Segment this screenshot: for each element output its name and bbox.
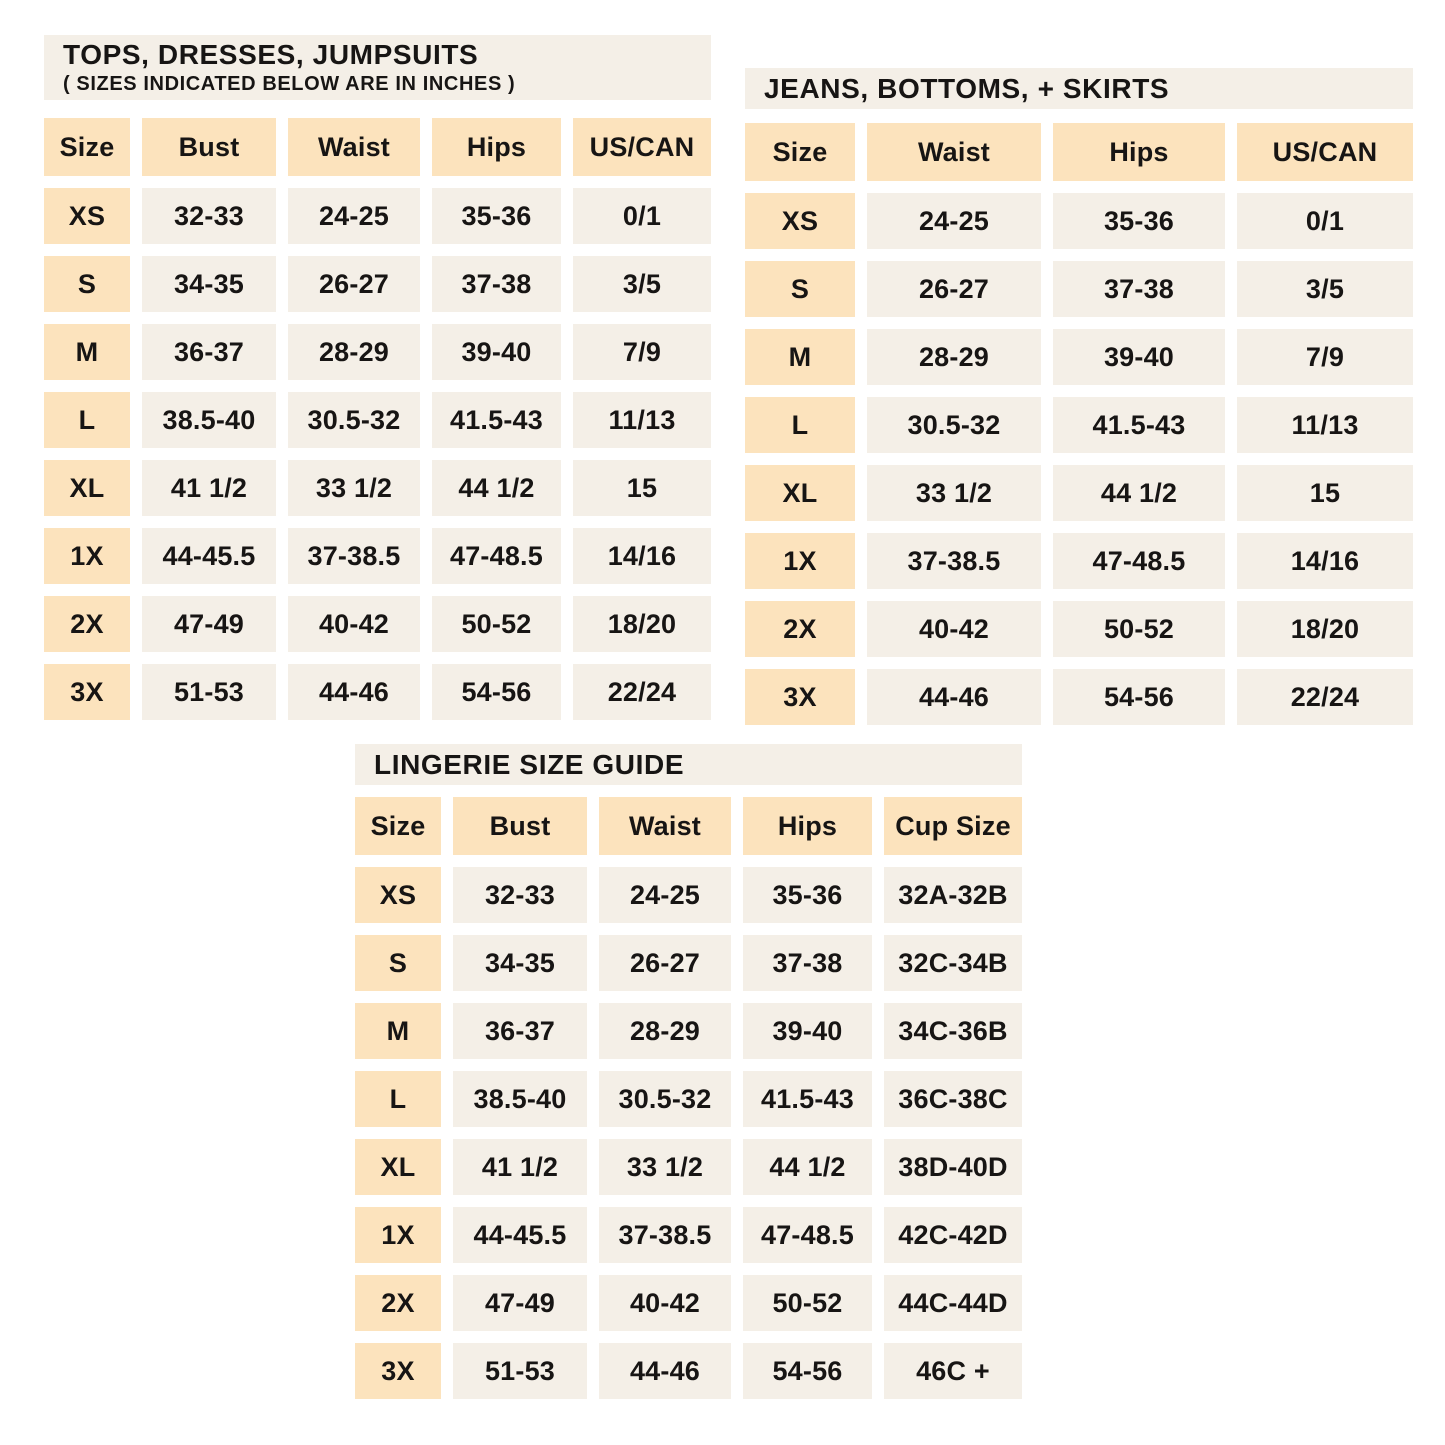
data-cell: 32-33 (453, 867, 587, 923)
data-cell: 41.5-43 (1053, 397, 1225, 453)
size-cell: 3X (355, 1343, 441, 1399)
column-header: Waist (599, 797, 731, 855)
column-header: Hips (1053, 123, 1225, 181)
data-cell: 15 (573, 460, 711, 516)
size-cell: 2X (355, 1275, 441, 1331)
size-cell: M (745, 329, 855, 385)
data-cell: 26-27 (288, 256, 420, 312)
data-cell: 36-37 (142, 324, 276, 380)
data-cell: 22/24 (1237, 669, 1413, 725)
lingerie-title-bar (355, 744, 1022, 785)
data-cell: 28-29 (599, 1003, 731, 1059)
size-cell: L (44, 392, 130, 448)
data-cell: 24-25 (867, 193, 1041, 249)
data-cell: 22/24 (573, 664, 711, 720)
data-cell: 41.5-43 (432, 392, 561, 448)
data-cell: 35-36 (743, 867, 872, 923)
data-cell: 38.5-40 (453, 1071, 587, 1127)
size-cell: XS (44, 188, 130, 244)
data-cell: 28-29 (288, 324, 420, 380)
size-cell: S (355, 935, 441, 991)
size-cell: L (745, 397, 855, 453)
data-cell: 47-48.5 (743, 1207, 872, 1263)
data-cell: 30.5-32 (867, 397, 1041, 453)
size-cell: M (44, 324, 130, 380)
data-cell: 37-38.5 (867, 533, 1041, 589)
size-cell: 1X (44, 528, 130, 584)
data-cell: 41 1/2 (453, 1139, 587, 1195)
data-cell: 41 1/2 (142, 460, 276, 516)
data-cell: 26-27 (599, 935, 731, 991)
data-cell: 38D-40D (884, 1139, 1022, 1195)
column-header: Size (44, 118, 130, 176)
jeans-title-bar (745, 68, 1413, 109)
data-cell: 44-46 (867, 669, 1041, 725)
tops-title-bar (44, 35, 711, 100)
data-cell: 36-37 (453, 1003, 587, 1059)
data-cell: 44-46 (288, 664, 420, 720)
jeans-table-title: JEANS, BOTTOMS, + SKIRTS (764, 73, 1170, 104)
data-cell: 37-38 (1053, 261, 1225, 317)
data-cell: 33 1/2 (599, 1139, 731, 1195)
data-cell: 44 1/2 (1053, 465, 1225, 521)
size-cell: S (44, 256, 130, 312)
size-chart-jeans-bottoms-skirts (745, 68, 1413, 725)
column-header: Cup Size (884, 797, 1022, 855)
data-cell: 40-42 (288, 596, 420, 652)
data-cell: 0/1 (1237, 193, 1413, 249)
data-cell: 34C-36B (884, 1003, 1022, 1059)
data-cell: 39-40 (743, 1003, 872, 1059)
data-cell: 7/9 (573, 324, 711, 380)
data-cell: 54-56 (432, 664, 561, 720)
size-cell: 3X (745, 669, 855, 725)
size-cell: 2X (745, 601, 855, 657)
data-cell: 14/16 (1237, 533, 1413, 589)
data-cell: 54-56 (1053, 669, 1225, 725)
size-cell: 3X (44, 664, 130, 720)
data-cell: 18/20 (573, 596, 711, 652)
data-cell: 47-49 (142, 596, 276, 652)
data-cell: 50-52 (432, 596, 561, 652)
size-cell: S (745, 261, 855, 317)
data-cell: 33 1/2 (288, 460, 420, 516)
column-header: Bust (453, 797, 587, 855)
lingerie-table-title: LINGERIE SIZE GUIDE (374, 749, 685, 780)
tops-table-subtitle: ( SIZES INDICATED BELOW ARE IN INCHES ) (63, 73, 516, 95)
data-cell: 24-25 (288, 188, 420, 244)
data-cell: 36C-38C (884, 1071, 1022, 1127)
data-cell: 41.5-43 (743, 1071, 872, 1127)
tops-table-title: TOPS, DRESSES, JUMPSUITS (63, 39, 479, 70)
data-cell: 34-35 (142, 256, 276, 312)
data-cell: 54-56 (743, 1343, 872, 1399)
size-cell: M (355, 1003, 441, 1059)
column-header: Hips (432, 118, 561, 176)
size-cell: XL (355, 1139, 441, 1195)
data-cell: 50-52 (1053, 601, 1225, 657)
size-chart-lingerie (355, 744, 1022, 1399)
data-cell: 47-48.5 (432, 528, 561, 584)
data-cell: 44 1/2 (743, 1139, 872, 1195)
column-header: Size (355, 797, 441, 855)
data-cell: 42C-42D (884, 1207, 1022, 1263)
data-cell: 37-38 (432, 256, 561, 312)
column-header: US/CAN (1237, 123, 1413, 181)
data-cell: 37-38.5 (288, 528, 420, 584)
data-cell: 14/16 (573, 528, 711, 584)
data-cell: 32A-32B (884, 867, 1022, 923)
data-cell: 44C-44D (884, 1275, 1022, 1331)
data-cell: 18/20 (1237, 601, 1413, 657)
column-header: Hips (743, 797, 872, 855)
data-cell: 28-29 (867, 329, 1041, 385)
data-cell: 47-49 (453, 1275, 587, 1331)
data-cell: 24-25 (599, 867, 731, 923)
data-cell: 0/1 (573, 188, 711, 244)
data-cell: 46C + (884, 1343, 1022, 1399)
data-cell: 37-38 (743, 935, 872, 991)
data-cell: 35-36 (432, 188, 561, 244)
data-cell: 32C-34B (884, 935, 1022, 991)
data-cell: 30.5-32 (288, 392, 420, 448)
data-cell: 50-52 (743, 1275, 872, 1331)
size-cell: XL (44, 460, 130, 516)
size-cell: 2X (44, 596, 130, 652)
data-cell: 47-48.5 (1053, 533, 1225, 589)
size-cell: XS (355, 867, 441, 923)
data-cell: 11/13 (1237, 397, 1413, 453)
size-cell: XL (745, 465, 855, 521)
size-chart-tops-dresses-jumpsuits (44, 35, 711, 720)
data-cell: 3/5 (1237, 261, 1413, 317)
data-cell: 37-38.5 (599, 1207, 731, 1263)
size-cell: XS (745, 193, 855, 249)
size-cell: 1X (745, 533, 855, 589)
data-cell: 32-33 (142, 188, 276, 244)
data-cell: 44-45.5 (453, 1207, 587, 1263)
data-cell: 44-45.5 (142, 528, 276, 584)
tops-size-table (44, 118, 711, 720)
data-cell: 38.5-40 (142, 392, 276, 448)
data-cell: 51-53 (453, 1343, 587, 1399)
data-cell: 30.5-32 (599, 1071, 731, 1127)
data-cell: 40-42 (867, 601, 1041, 657)
data-cell: 39-40 (432, 324, 561, 380)
data-cell: 11/13 (573, 392, 711, 448)
data-cell: 15 (1237, 465, 1413, 521)
data-cell: 40-42 (599, 1275, 731, 1331)
size-cell: L (355, 1071, 441, 1127)
data-cell: 35-36 (1053, 193, 1225, 249)
data-cell: 39-40 (1053, 329, 1225, 385)
data-cell: 34-35 (453, 935, 587, 991)
lingerie-size-table (355, 797, 1022, 1399)
column-header: US/CAN (573, 118, 711, 176)
data-cell: 44 1/2 (432, 460, 561, 516)
column-header: Waist (867, 123, 1041, 181)
data-cell: 7/9 (1237, 329, 1413, 385)
data-cell: 33 1/2 (867, 465, 1041, 521)
jeans-size-table (745, 123, 1413, 725)
data-cell: 51-53 (142, 664, 276, 720)
data-cell: 44-46 (599, 1343, 731, 1399)
column-header: Waist (288, 118, 420, 176)
size-cell: 1X (355, 1207, 441, 1263)
data-cell: 26-27 (867, 261, 1041, 317)
column-header: Bust (142, 118, 276, 176)
column-header: Size (745, 123, 855, 181)
data-cell: 3/5 (573, 256, 711, 312)
